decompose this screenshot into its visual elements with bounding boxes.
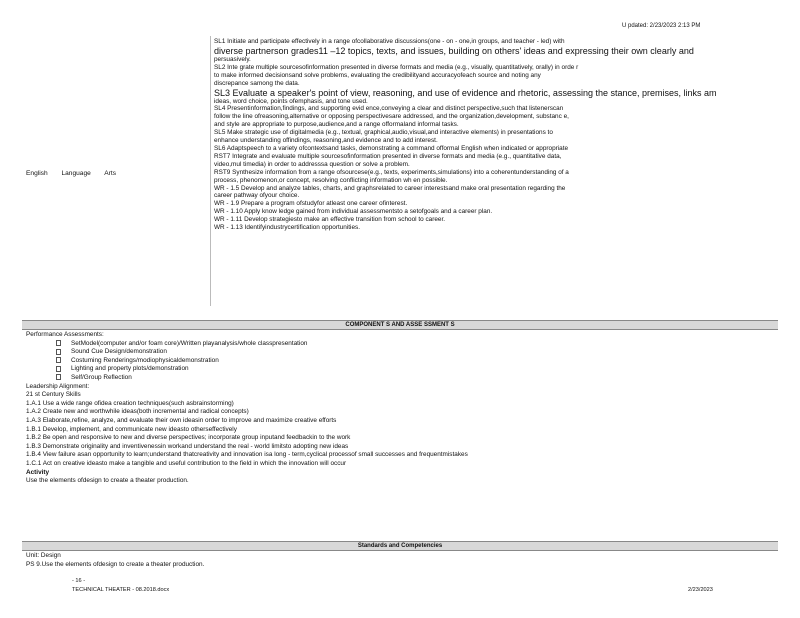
standard-line: WR - 1.10 Apply know ledge gained from individual assessmentsto a setofgoals and a career plan. (214, 208, 493, 216)
unit-label: Unit: Design (26, 552, 61, 559)
assessments-section (26, 331, 766, 486)
standard-line: RST7 Integrate and evaluate multiple sourcesofinformation presented in diverse formats and media (e.g., quantitative data, (214, 152, 562, 160)
column-divider (210, 36, 211, 306)
bullet-box-icon (56, 374, 61, 380)
assessment-item (26, 348, 766, 357)
assessment-item (26, 340, 766, 349)
standard-line: ideas, word choice, points ofemphasis, and tone used. (214, 97, 368, 105)
standard-line: RST9 Synthesize information from a range ofsourcese(e.g., texts, experiments,simulations) into a coherentunderstanding of a (214, 168, 569, 176)
updated-timestamp: U pdated: 2/23/2023 2:13 PM (622, 23, 701, 29)
standard-line: SL2 Inte grate multiple sourcesofinformation presented in diverse formats and media (e.g., visually, quantitatively, orally) in orde r (214, 63, 579, 71)
bullet-box-icon (56, 366, 61, 372)
skill-item: 1.B.4 View failure asan opportunity to learn;understand thatcreativity and innovation isa long - term,cyclical processof small successes and frequentmistakes (26, 451, 468, 459)
assessment-list (26, 340, 766, 383)
ps-text: PS 9.Use the elements ofdesign to create a theater production. (26, 560, 205, 568)
standard-line: diverse partnerson grades11 –12 topics, texts, and issues, building on others' ideas and expressing their own clearly and (214, 45, 694, 56)
standard-line: enhance understanding offindings, reasoning,and evidence and to add interest. (214, 137, 438, 145)
skill-item: 1.A.3 Elaborate,refine, analyze, and evaluate their own ideasin order to improve and maximize creative efforts (26, 416, 337, 424)
standard-line: SL5 Make strategic use of digitalmedia (e.g., textual, graphical,audio,visual,and interactive elements) in presentations to (214, 129, 553, 137)
bullet-box-icon (56, 357, 61, 363)
assessment-text: Self/Group Reflection (71, 373, 132, 381)
skills-list (26, 400, 766, 469)
assessment-text: SetModel(computer and/or foam core)/Written playanalysis/whole classpresentation (71, 339, 308, 347)
page-number: - 16 - (72, 578, 86, 584)
bullet-box-icon (56, 340, 61, 346)
standard-line: SL4 Presentinformation,findings, and supporting evid ence,conveying a clear and distinct perspective,such that listenerscan (214, 105, 564, 113)
bullet-box-icon (56, 349, 61, 355)
document-name: TECHNICAL THEATER - 08.2018.docx (72, 587, 170, 593)
components-heading: COMPONENT S AND ASSE SSMENT S (22, 320, 778, 330)
standard-line: video,mul timedia) in order to addresssa question or solve a problem. (214, 160, 410, 168)
standard-line: WR - 1.9 Prepare a program ofstudyfor atleast one career ofinterest. (214, 200, 408, 208)
standard-line: process, phenomenon,or concept, resolving conflicting information wh en possible. (214, 176, 448, 184)
standard-line: WR - 1.5 Develop and analyze tables, charts, and graphsrelated to career interestsand make oral presentation regarding the (214, 184, 566, 192)
skill-item: 1.A.1 Use a wide range ofidea creation techniques(such asbrainstorming) (26, 399, 234, 407)
assessment-text: Lighting and property plots/demonstration (71, 365, 189, 373)
assessment-text: Costuming Renderings/modiophysicaldemonstration (71, 356, 219, 364)
century-skills-label: 21 st Century Skills (26, 391, 81, 399)
standard-line: persuasively. (214, 55, 251, 63)
skill-item: 1.B.3 Demonstrate originality and inventivenessin workand understand the real - world limitsto adopting new ideas (26, 442, 349, 450)
assessment-item (26, 374, 766, 383)
performance-label: Performance Assessments: (26, 331, 104, 338)
leadership-label: Leadership Alignment: (26, 382, 90, 390)
standard-line: SL6 Adaptspeech to a variety ofcontextsand tasks, demonstrating a command offormal English when indicated or appropriate (214, 144, 569, 152)
skill-item: 1.B.1 Develop, implement, and communicate new ideasto otherseffectively (26, 425, 237, 433)
assessment-text: Sound Cue Design/demonstration (71, 348, 167, 356)
standard-line: SL3 Evaluate a speaker's point of view, reasoning, and use of evidence and rhetoric, assessing the stance, premises, links am (214, 87, 717, 98)
assessment-item (26, 365, 766, 374)
standard-line: follow the line ofreasoning,alternative or opposing perspectivesare addressed, and the organization,development, substanc e, (214, 113, 569, 121)
assessment-item (26, 357, 766, 366)
activity-text: Use the elements ofdesign to create a theater production. (26, 477, 189, 485)
subject-label: English Language Arts (26, 170, 116, 177)
standard-line: career pathway ofyour choice. (214, 192, 300, 200)
standards-table (22, 36, 778, 306)
standard-line: discrepance samong the data. (214, 79, 300, 87)
footer-date: 2/23/2023 (688, 587, 713, 593)
standards-competencies-heading: Standards and Competencies (22, 541, 778, 551)
standard-line: to make informed decisionsand solve problems, evaluating the credibilityand accuracyofeach source and noting any (214, 71, 541, 79)
standards-list (214, 38, 774, 232)
unit-section (26, 552, 766, 569)
activity-label: Activity (26, 468, 50, 476)
skill-item: 1.B.2 Be open and responsive to new and diverse perspectives; incorporate group inputand feedbackin to the work (26, 434, 351, 442)
standard-line: WR - 1.11 Develop strategiesto make an effective transition from school to career. (214, 216, 445, 224)
skill-item: 1.C.1 Act on creative ideasto make a tangible and useful contribution to the field in which the innovation will occur (26, 459, 347, 467)
skill-item: 1.A.2 Create new and worthwhile ideas(both incremental and radical concepts) (26, 408, 249, 416)
standard-line: WR - 1.13 Identifyindustrycertification opportunities. (214, 224, 360, 232)
standard-line: SL1 Initiate and participate effectively in a range ofcollaborative discussions(one - on - one,in groups, and teacher - led) with (214, 38, 565, 45)
standard-line: and style are appropriate to purpose,audience,and a range offormaland informal tasks. (214, 121, 459, 129)
